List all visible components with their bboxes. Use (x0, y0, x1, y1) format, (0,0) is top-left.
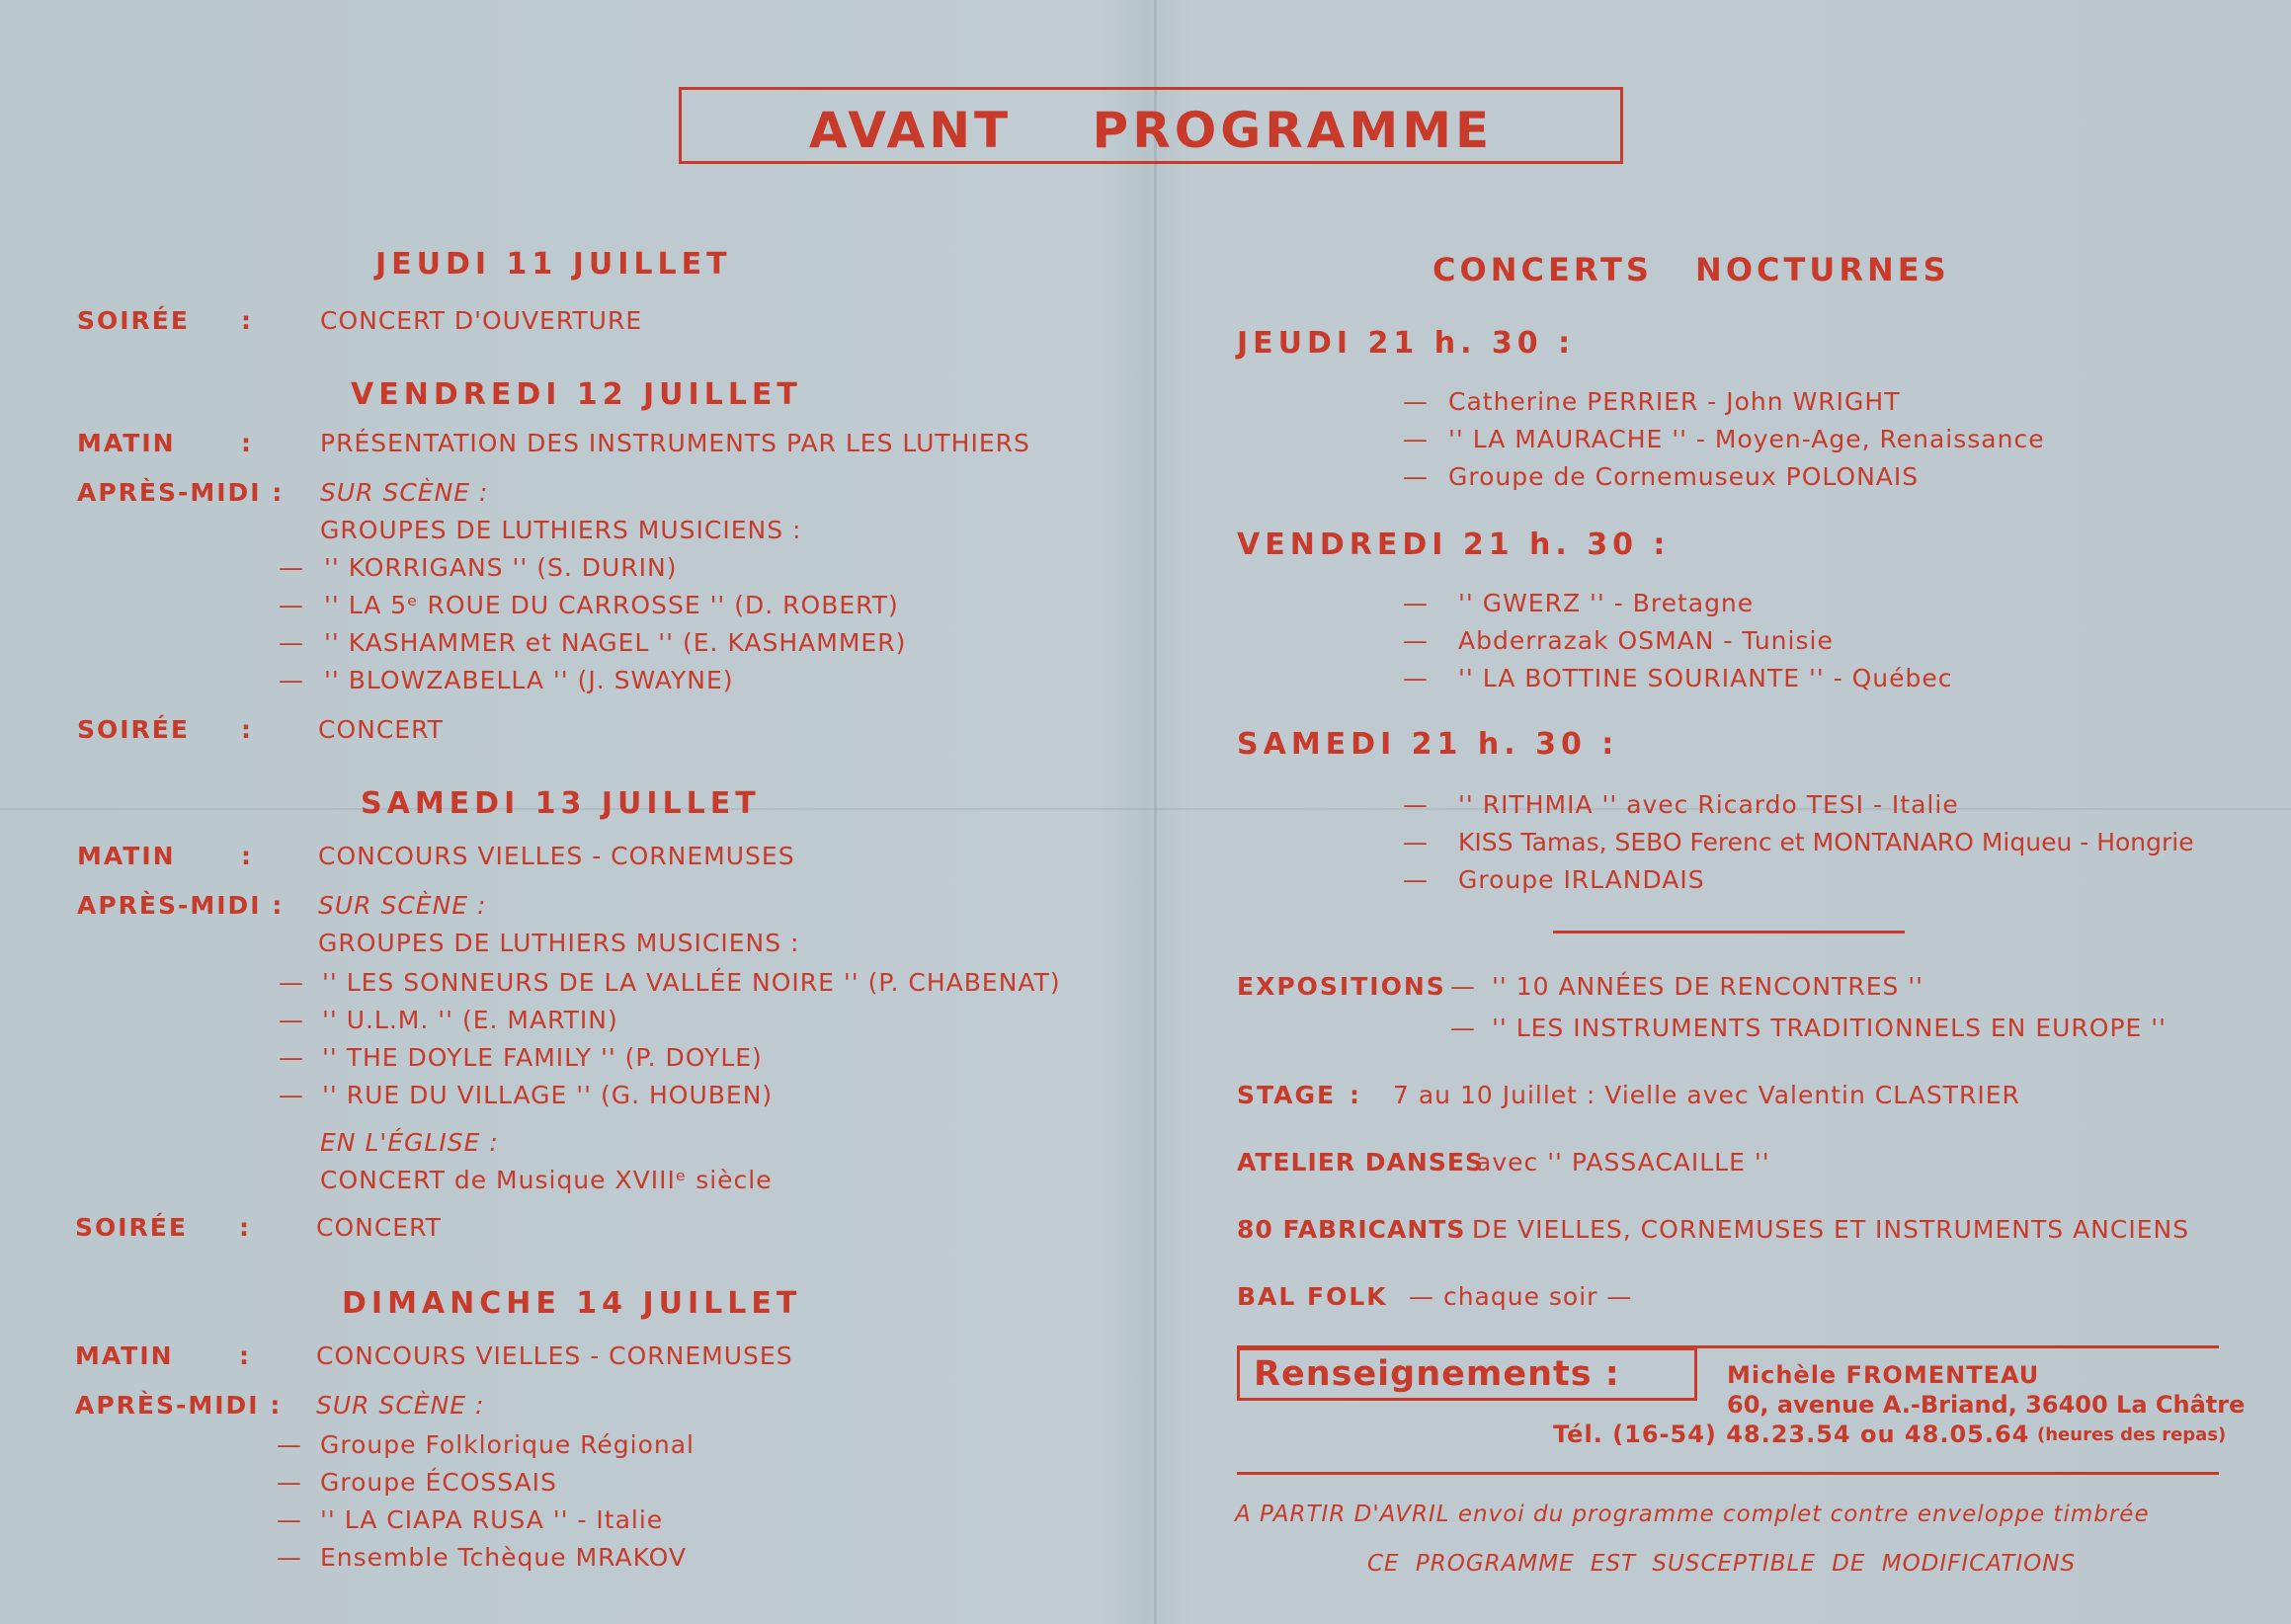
day-heading-vendredi: VENDREDI 12 JUILLET (351, 377, 802, 412)
exposition-item: '' 10 ANNÉES DE RENCONTRES '' (1492, 972, 1924, 1001)
stage-text: 7 au 10 Juillet : Vielle avec Valentin CLASTRIER (1393, 1081, 2020, 1109)
list-item: Groupe ÉCOSSAIS (320, 1468, 557, 1497)
slot-label-matin: MATIN (77, 842, 176, 870)
sur-scene-label: SUR SCÈNE : (318, 891, 487, 920)
fabricants-label: 80 FABRICANTS (1237, 1215, 1466, 1244)
contact-address: 60, avenue A.-Briand, 36400 La Châtre (1727, 1391, 2246, 1419)
contact-name: Michèle FROMENTEAU (1727, 1361, 2040, 1389)
day-heading-samedi: SAMEDI 13 JUILLET (361, 786, 761, 821)
slot-label-apres-midi: APRÈS-MIDI : (75, 1391, 283, 1420)
night-heading-vendredi: VENDREDI 21 h. 30 : (1237, 528, 1671, 562)
concerts-nocturnes-heading: CONCERTS NOCTURNES (1432, 251, 1950, 288)
groupes-label: GROUPES DE LUTHIERS MUSICIENS : (320, 516, 802, 544)
slot-text: CONCERT (316, 1213, 442, 1242)
dash: — (1403, 626, 1429, 655)
dash: — (1403, 790, 1429, 819)
day-heading-dimanche: DIMANCHE 14 JUILLET (342, 1286, 802, 1321)
bal-folk-text: — chaque soir — (1409, 1282, 1633, 1311)
dash: — (279, 1043, 304, 1072)
slot-label-matin: MATIN (75, 1341, 174, 1370)
list-item: '' GWERZ '' - Bretagne (1458, 589, 1755, 617)
slot-label-matin: MATIN (77, 429, 176, 457)
list-item: '' BLOWZABELLA '' (J. SWAYNE) (324, 666, 734, 694)
colon: : (241, 429, 251, 457)
list-item: Groupe IRLANDAIS (1458, 865, 1705, 894)
dash: — (277, 1543, 302, 1572)
slot-label-soiree: SOIRÉE (77, 715, 190, 744)
sur-scene-label: SUR SCÈNE : (320, 478, 489, 507)
colon: : (241, 842, 251, 870)
page-title: AVANT PROGRAMME (808, 102, 1494, 159)
colon: : (241, 306, 251, 335)
fold-crease-vertical (1154, 0, 1157, 1624)
atelier-label: ATELIER DANSES (1237, 1148, 1484, 1177)
dash: — (277, 1468, 302, 1497)
dash: — (279, 628, 304, 657)
colon: : (239, 1213, 249, 1242)
dash: — (279, 1006, 304, 1034)
dash: — (1403, 865, 1429, 894)
dash: — (279, 666, 304, 694)
contact-tel: Tél. (16-54) 48.23.54 ou 48.05.64 (1553, 1421, 2030, 1448)
sur-scene-label: SUR SCÈNE : (316, 1391, 485, 1420)
slot-text: CONCOURS VIELLES - CORNEMUSES (318, 842, 795, 870)
divider (1237, 1472, 2219, 1475)
list-item: Groupe de Cornemuseux POLONAIS (1448, 462, 1920, 491)
list-item: Ensemble Tchèque MRAKOV (320, 1543, 687, 1572)
bal-folk-label: BAL FOLK (1237, 1282, 1388, 1311)
list-item: '' KORRIGANS '' (S. DURIN) (324, 553, 678, 582)
contact-hours: (heures des repas) (2037, 1424, 2227, 1445)
dash: — (1403, 387, 1429, 416)
list-item: '' KASHAMMER et NAGEL '' (E. KASHAMMER) (324, 628, 907, 657)
note-modifications: CE PROGRAMME EST SUSCEPTIBLE DE MODIFICATIONS (1367, 1551, 2077, 1577)
dash: — (1403, 664, 1429, 692)
dash: — (1403, 828, 1429, 856)
slot-label-soiree: SOIRÉE (75, 1213, 188, 1242)
exposition-item: '' LES INSTRUMENTS TRADITIONNELS EN EUROPE '' (1492, 1014, 2168, 1042)
list-item: '' RUE DU VILLAGE '' (G. HOUBEN) (322, 1081, 774, 1109)
stage-label: STAGE (1237, 1081, 1337, 1109)
slot-label-apres-midi: APRÈS-MIDI : (77, 478, 285, 507)
list-item: Catherine PERRIER - John WRIGHT (1448, 387, 1901, 416)
renseignements-box (1237, 1347, 1697, 1401)
list-item: '' LA BOTTINE SOURIANTE '' - Québec (1458, 664, 1953, 692)
colon: : (239, 1341, 249, 1370)
list-item: '' LA CIAPA RUSA '' - Italie (320, 1505, 664, 1534)
slot-text: CONCOURS VIELLES - CORNEMUSES (316, 1341, 793, 1370)
fabricants-text: DE VIELLES, CORNEMUSES ET INSTRUMENTS ANCIENS (1472, 1215, 2190, 1244)
slot-text: CONCERT D'OUVERTURE (320, 306, 643, 335)
dash: — (277, 1430, 302, 1459)
slot-label-apres-midi: APRÈS-MIDI : (77, 891, 285, 920)
expositions-label: EXPOSITIONS (1237, 972, 1446, 1001)
eglise-label: EN L'ÉGLISE : (320, 1128, 499, 1157)
dash: — (1403, 462, 1429, 491)
list-item: '' THE DOYLE FAMILY '' (P. DOYLE) (322, 1043, 763, 1072)
divider (1553, 931, 1905, 934)
day-heading-jeudi: JEUDI 11 JUILLET (375, 247, 732, 282)
dash: — (277, 1505, 302, 1534)
slot-label-soiree: SOIRÉE (77, 306, 190, 335)
list-item: '' LA 5ᵉ ROUE DU CARROSSE '' (D. ROBERT) (324, 591, 899, 619)
night-heading-samedi: SAMEDI 21 h. 30 : (1237, 727, 1619, 762)
title-box (679, 87, 1623, 164)
dash: — (279, 968, 304, 997)
list-item: Abderrazak OSMAN - Tunisie (1458, 626, 1834, 655)
eglise-text: CONCERT de Musique XVIIIᵉ siècle (320, 1166, 773, 1194)
colon: : (241, 715, 251, 744)
renseignements-label: Renseignements : (1254, 1354, 1620, 1394)
dash: — (1403, 589, 1429, 617)
list-item: KISS Tamas, SEBO Ferenc et MONTANARO Miqueu - Hongrie (1458, 828, 2194, 856)
dash: — (1450, 972, 1476, 1001)
colon: : (1350, 1081, 1359, 1109)
dash: — (279, 1081, 304, 1109)
groupes-label: GROUPES DE LUTHIERS MUSICIENS : (318, 929, 800, 957)
note-programme: A PARTIR D'AVRIL envoi du programme complet contre enveloppe timbrée (1235, 1502, 2150, 1527)
dash: — (1403, 425, 1429, 453)
list-item: '' LA MAURACHE '' - Moyen-Age, Renaissance (1448, 425, 2045, 453)
dash: — (279, 553, 304, 582)
night-heading-jeudi: JEUDI 21 h. 30 : (1237, 326, 1576, 361)
list-item: '' LES SONNEURS DE LA VALLÉE NOIRE '' (P. CHABENAT) (322, 968, 1061, 997)
list-item: '' RITHMIA '' avec Ricardo TESI - Italie (1458, 790, 1959, 819)
list-item: Groupe Folklorique Régional (320, 1430, 695, 1459)
atelier-text: avec '' PASSACAILLE '' (1476, 1148, 1770, 1177)
slot-text: CONCERT (318, 715, 444, 744)
slot-text: PRÉSENTATION DES INSTRUMENTS PAR LES LUTHIERS (320, 429, 1030, 457)
list-item: '' U.L.M. '' (E. MARTIN) (322, 1006, 618, 1034)
dash: — (1450, 1014, 1476, 1042)
dash: — (279, 591, 304, 619)
